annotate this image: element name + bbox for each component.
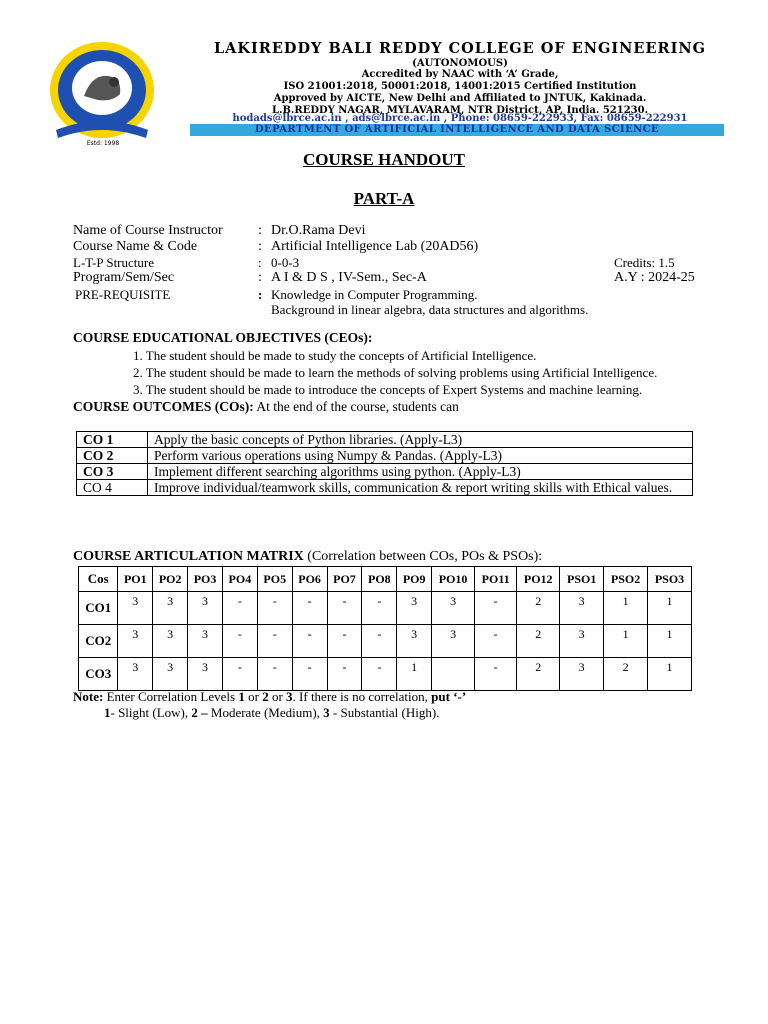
note-level: 2 – [191, 705, 208, 720]
colon: : [258, 270, 262, 285]
ceo-item: 3. The student should be made to introduce the concepts of Expert Systems and machine learning. [133, 382, 643, 397]
ceo-heading: COURSE EDUCATIONAL OBJECTIVES (CEOs): [73, 330, 373, 345]
matrix-cell: - [257, 592, 292, 625]
co-text: Apply the basic concepts of Python libraries. (Apply-L3) [148, 432, 693, 448]
matrix-cell: 3 [188, 625, 223, 658]
matrix-header-cell: PO8 [362, 567, 397, 592]
note-text: Enter Correlation Levels [103, 689, 239, 704]
matrix-cell: 3 [560, 592, 604, 625]
matrix-cell: - [327, 658, 362, 691]
matrix-cell: 1 [604, 592, 648, 625]
matrix-cell: 3 [432, 592, 475, 625]
matrix-subheading: (Correlation between COs, POs & PSOs): [303, 549, 543, 564]
note-level: 3 [323, 705, 330, 720]
matrix-cell: 3 [153, 658, 188, 691]
note-level: 2 [262, 689, 269, 704]
matrix-heading-line [73, 549, 542, 565]
matrix-cell: - [327, 625, 362, 658]
note-text: or [268, 689, 287, 704]
matrix-header-cell: PO10 [432, 567, 475, 592]
course-handout-title: COURSE HANDOUT [303, 150, 465, 169]
matrix-cell: - [222, 658, 257, 691]
note-line-2 [104, 705, 439, 721]
table-row [77, 464, 693, 480]
program-value: A I & D S , IV-Sem., Sec-A [271, 270, 427, 285]
matrix-cell: 3 [432, 625, 475, 658]
matrix-header-cell: PSO2 [604, 567, 648, 592]
matrix-header-cell: Cos [79, 567, 118, 592]
ltp-value: 0-0-3 [271, 255, 300, 270]
matrix-row-label: CO3 [79, 658, 118, 691]
accreditation-line: Accredited by NAAC with ‘A’ Grade, [361, 69, 559, 80]
matrix-header-cell: PSO1 [560, 567, 604, 592]
prereq-value-1: Knowledge in Computer Programming. [271, 287, 478, 302]
note-line-1 [73, 689, 466, 705]
svg-text:Estd: 1998: Estd: 1998 [86, 140, 120, 147]
matrix-cell: 3 [560, 625, 604, 658]
note-text: . If there is no correlation, [292, 689, 432, 704]
matrix-cell: 3 [153, 592, 188, 625]
note-text: - Slight (Low), [110, 705, 192, 720]
matrix-row-label: CO1 [79, 592, 118, 625]
autonomous-label: (AUTONOMOUS) [412, 58, 508, 69]
co-text: Implement different searching algorithms using python. (Apply-L3) [148, 464, 693, 480]
ceo-item: 1. The student should be made to study the concepts of Artificial Intelligence. [133, 348, 537, 363]
matrix-header-row [79, 567, 692, 592]
matrix-cell: - [222, 592, 257, 625]
matrix-cell: 3 [560, 658, 604, 691]
matrix-cell: - [475, 658, 517, 691]
college-logo [36, 38, 166, 148]
co-intro: At the end of the course, students can [253, 399, 459, 414]
colon: : [258, 255, 262, 270]
note-text: Moderate (Medium), [207, 705, 324, 720]
matrix-cell: - [362, 658, 397, 691]
approval-line: Approved by AICTE, New Delhi and Affiliated to JNTUK, Kakinada. [273, 93, 647, 104]
note-level: 3 [286, 689, 293, 704]
articulation-matrix [78, 566, 692, 691]
matrix-header-cell: PO2 [153, 567, 188, 592]
note-label: Note: [73, 689, 104, 704]
department-banner: DEPARTMENT OF ARTIFICIAL INTELLIGENCE AND DATA SCIENCE [190, 124, 724, 136]
part-a-title: PART-A [353, 189, 415, 208]
table-row [77, 448, 693, 464]
co-heading-line [73, 399, 459, 415]
matrix-cell: 1 [648, 658, 692, 691]
matrix-cell: - [257, 658, 292, 691]
matrix-header-cell: PO11 [475, 567, 517, 592]
matrix-cell: 1 [604, 625, 648, 658]
table-row [77, 480, 693, 496]
matrix-cell: 1 [397, 658, 432, 691]
college-name: LAKIREDDY BALI REDDY COLLEGE OF ENGINEERING [213, 40, 707, 57]
co-code: CO 2 [77, 448, 148, 464]
matrix-cell: 2 [604, 658, 648, 691]
matrix-cell: 3 [118, 625, 153, 658]
co-code: CO 1 [77, 432, 148, 448]
matrix-cell [432, 658, 475, 691]
credits-value: Credits: 1.5 [614, 255, 675, 270]
co-heading: COURSE OUTCOMES (COs): [73, 399, 254, 414]
matrix-header-cell: PO1 [118, 567, 153, 592]
matrix-cell: 3 [118, 592, 153, 625]
matrix-cell: - [257, 625, 292, 658]
course-label: Course Name & Code [73, 239, 198, 254]
colon: : [258, 287, 263, 302]
matrix-header-cell: PO6 [292, 567, 327, 592]
note-put: put ‘-’ [431, 689, 467, 704]
matrix-row-label: CO2 [79, 625, 118, 658]
contact-line: hodads@lbrce.ac.in , ads@lbrce.ac.in , Phone: 08659-222933, Fax: 08659-222931 [232, 113, 688, 124]
matrix-cell: - [327, 592, 362, 625]
matrix-cell: 3 [118, 658, 153, 691]
matrix-cell: 3 [188, 592, 223, 625]
matrix-cell: 3 [153, 625, 188, 658]
matrix-cell: 2 [517, 625, 560, 658]
matrix-header-cell: PO5 [257, 567, 292, 592]
table-row [79, 592, 692, 625]
matrix-header-cell: PSO3 [648, 567, 692, 592]
note-level: 1 [104, 705, 111, 720]
colon: : [258, 239, 262, 254]
colon: : [258, 223, 262, 238]
matrix-header-cell: PO12 [517, 567, 560, 592]
note-text: - Substantial (High). [329, 705, 440, 720]
program-label: Program/Sem/Sec [73, 270, 175, 285]
matrix-cell: - [362, 625, 397, 658]
matrix-cell: 2 [517, 658, 560, 691]
matrix-cell: - [475, 592, 517, 625]
ceo-item: 2. The student should be made to learn the methods of solving problems using Artificial Intelligence. [133, 365, 658, 380]
co-code: CO 3 [77, 464, 148, 480]
prereq-label: PRE-REQUISITE [75, 287, 171, 302]
academic-year: A.Y : 2024-25 [614, 270, 695, 285]
table-row [79, 658, 692, 691]
matrix-header-cell: PO3 [188, 567, 223, 592]
matrix-header-cell: PO9 [397, 567, 432, 592]
co-code: CO 4 [77, 480, 148, 496]
matrix-cell: 3 [397, 625, 432, 658]
matrix-cell: - [292, 592, 327, 625]
ltp-label: L-T-P Structure [73, 255, 154, 270]
matrix-heading: COURSE ARTICULATION MATRIX [73, 549, 304, 564]
prereq-value-2: Background in linear algebra, data structures and algorithms. [271, 302, 589, 317]
matrix-cell: - [475, 625, 517, 658]
course-value: Artificial Intelligence Lab (20AD56) [271, 239, 479, 254]
matrix-cell: 1 [648, 592, 692, 625]
note-level: 1 [238, 689, 245, 704]
instructor-value: Dr.O.Rama Devi [271, 223, 366, 238]
address-line: L.B.REDDY NAGAR, MYLAVARAM, NTR District, AP, India. 521230. [271, 105, 649, 116]
matrix-cell: - [362, 592, 397, 625]
matrix-cell: 1 [648, 625, 692, 658]
table-row [79, 625, 692, 658]
course-outcomes-table [76, 431, 693, 496]
instructor-label: Name of Course Instructor [73, 223, 223, 238]
matrix-header-cell: PO7 [327, 567, 362, 592]
table-row [77, 432, 693, 448]
matrix-cell: 3 [188, 658, 223, 691]
matrix-cell: 2 [517, 592, 560, 625]
note-text: or [244, 689, 263, 704]
matrix-cell: - [292, 658, 327, 691]
matrix-cell: 3 [397, 592, 432, 625]
matrix-cell: - [292, 625, 327, 658]
co-text: Perform various operations using Numpy & Pandas. (Apply-L3) [148, 448, 693, 464]
matrix-header-cell: PO4 [222, 567, 257, 592]
matrix-cell: - [222, 625, 257, 658]
co-text: Improve individual/teamwork skills, communication & report writing skills with Ethical values. [148, 480, 693, 496]
iso-line: ISO 21001:2018, 50001:2018, 14001:2015 Certified Institution [283, 81, 637, 92]
